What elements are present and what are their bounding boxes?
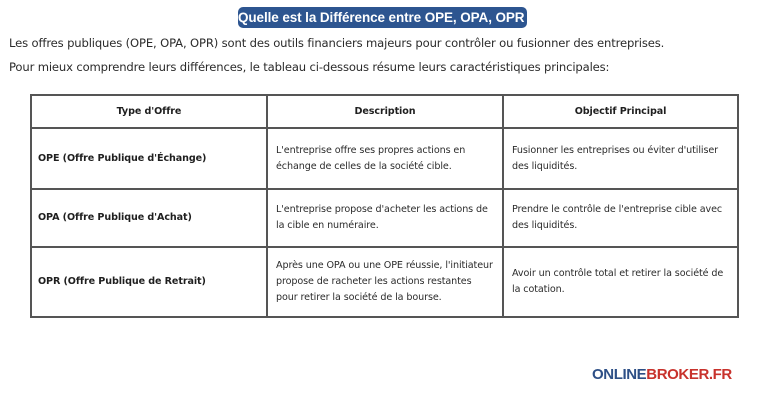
- cell-type: OPE (Offre Publique d'Échange): [31, 128, 267, 189]
- header-type: Type d'Offre: [31, 95, 267, 128]
- cell-type: OPR (Offre Publique de Retrait): [31, 247, 267, 317]
- cell-description: L'entreprise propose d'acheter les actions de la cible en numéraire.: [267, 189, 503, 247]
- intro-paragraph-2: Pour mieux comprendre leurs différences, le tableau ci-dessous résume leurs caractéristiques principales:: [9, 60, 610, 74]
- cell-type: OPA (Offre Publique d'Achat): [31, 189, 267, 247]
- logo-part-online: ONLINE: [592, 366, 647, 383]
- cell-description: Après une OPA ou une OPE réussie, l'initiateur propose de racheter les actions restantes pour retirer la société de la bourse.: [267, 247, 503, 317]
- onlinebroker-logo: [592, 366, 732, 383]
- table-row: [31, 247, 738, 317]
- cell-objective: Fusionner les entreprises ou éviter d'utiliser des liquidités.: [503, 128, 738, 189]
- comparison-table: [30, 94, 739, 318]
- logo-part-broker: BROKER.FR: [646, 366, 732, 383]
- intro-paragraph-1: Les offres publiques (OPE, OPA, OPR) sont des outils financiers majeurs pour contrôler ou fusionner des entreprises.: [9, 36, 665, 50]
- page-title: Quelle est la Différence entre OPE, OPA, OPR ?: [238, 7, 527, 28]
- table-row: [31, 128, 738, 189]
- cell-objective: Avoir un contrôle total et retirer la société de la cotation.: [503, 247, 738, 317]
- cell-objective: Prendre le contrôle de l'entreprise cible avec des liquidités.: [503, 189, 738, 247]
- table-header-row: [31, 95, 738, 128]
- cell-description: L'entreprise offre ses propres actions en échange de celles de la société cible.: [267, 128, 503, 189]
- header-description: Description: [267, 95, 503, 128]
- table-row: [31, 189, 738, 247]
- header-objective: Objectif Principal: [503, 95, 738, 128]
